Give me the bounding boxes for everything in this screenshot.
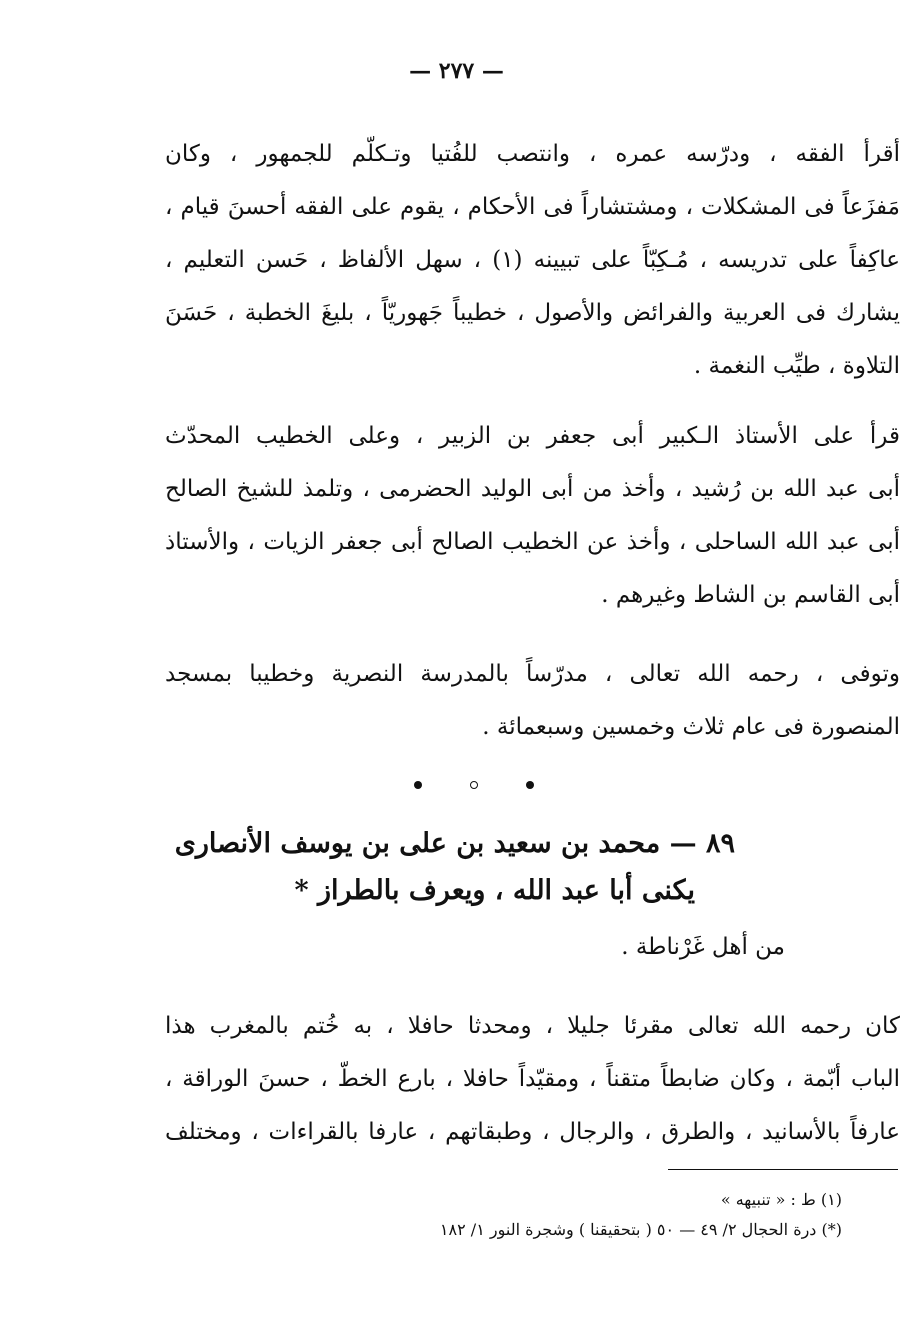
text-line: عاكِفاً على تدريسه ، مُـكِبّاً على تبيينه (١) ، سهل الألفاظ ، حَسن التعليم ، — [165, 247, 900, 273]
paragraph-3 — [165, 648, 900, 754]
entry-subheading: يكنى أبا عبد الله ، ويعرف بالطراز * — [294, 875, 695, 906]
separator-dot — [414, 781, 422, 789]
section-separator — [0, 770, 913, 794]
text-line: كان رحمه الله تعالى مقرئا جليلا ، ومحدثا حافلا ، به خُتم بالمغرب هذا — [165, 1013, 900, 1039]
origin-line: من أهل غَرْناطة . — [621, 934, 785, 960]
text-line: أبى القاسم بن الشاط وغيرهم . — [601, 582, 900, 608]
text-line: وتوفى ، رحمه الله تعالى ، مدرّساً بالمدرسة النصرية وخطيبا بمسجد — [165, 661, 900, 687]
paragraph-4 — [165, 1000, 900, 1159]
text-line: مَفزَعاً فى المشكلات ، ومشتشاراً فى الأحكام ، يقوم على الفقه أحسنَ قيام ، — [165, 194, 900, 220]
text-line: عارفاً بالأسانيد ، والطرق ، والرجال ، وطبقاتهم ، عارفا بالقراءات ، ومختلف — [165, 1119, 900, 1145]
footnote-divider — [668, 1169, 898, 1170]
separator-dot — [470, 781, 478, 789]
entry-heading: ٨٩ — محمد بن سعيد بن على بن يوسف الأنصارى — [174, 828, 735, 859]
page-number: — ٢٧٧ — — [409, 58, 504, 84]
separator-dot — [526, 781, 534, 789]
footnote: (*) درة الحجال ٢/ ٤٩ — ٥٠ ( بتحقيقنا ) وشجرة النور ١/ ١٨٢ — [439, 1220, 842, 1239]
paragraph-1 — [165, 128, 900, 393]
paragraph-2 — [165, 410, 900, 622]
footnote: (١) ط : « تنبيهه » — [720, 1190, 842, 1209]
text-line: أبى عبد الله الساحلى ، وأخذ عن الخطيب الصالح أبى جعفر الزيات ، والأستاذ — [165, 529, 900, 555]
text-line: يشارك فى العربية والفرائض والأصول ، خطيباً جَهوريّاً ، بليغَ الخطبة ، حَسَنَ — [165, 300, 900, 326]
text-line: أقرأ الفقه ، ودرّسه عمره ، وانتصب للفُتيا وتـكلّم للجمهور ، وكان — [165, 141, 900, 167]
text-line: أبى عبد الله بن رُشيد ، وأخذ من أبى الوليد الحضرمى ، وتلمذ للشيخ الصالح — [165, 476, 900, 502]
text-line: قرأ على الأستاذ الـكبير أبى جعفر بن الزبير ، وعلى الخطيب المحدّث — [165, 423, 900, 449]
text-line: المنصورة فى عام ثلاث وخمسين وسبعمائة . — [482, 714, 900, 740]
footnotes — [330, 1185, 842, 1245]
text-line: التلاوة ، طيِّب النغمة . — [693, 353, 900, 379]
text-line: الباب أبّمة ، وكان ضابطاً متقناً ، ومقيّداً حافلا ، بارع الخطّ ، حسنَ الوراقة ، — [165, 1066, 900, 1092]
